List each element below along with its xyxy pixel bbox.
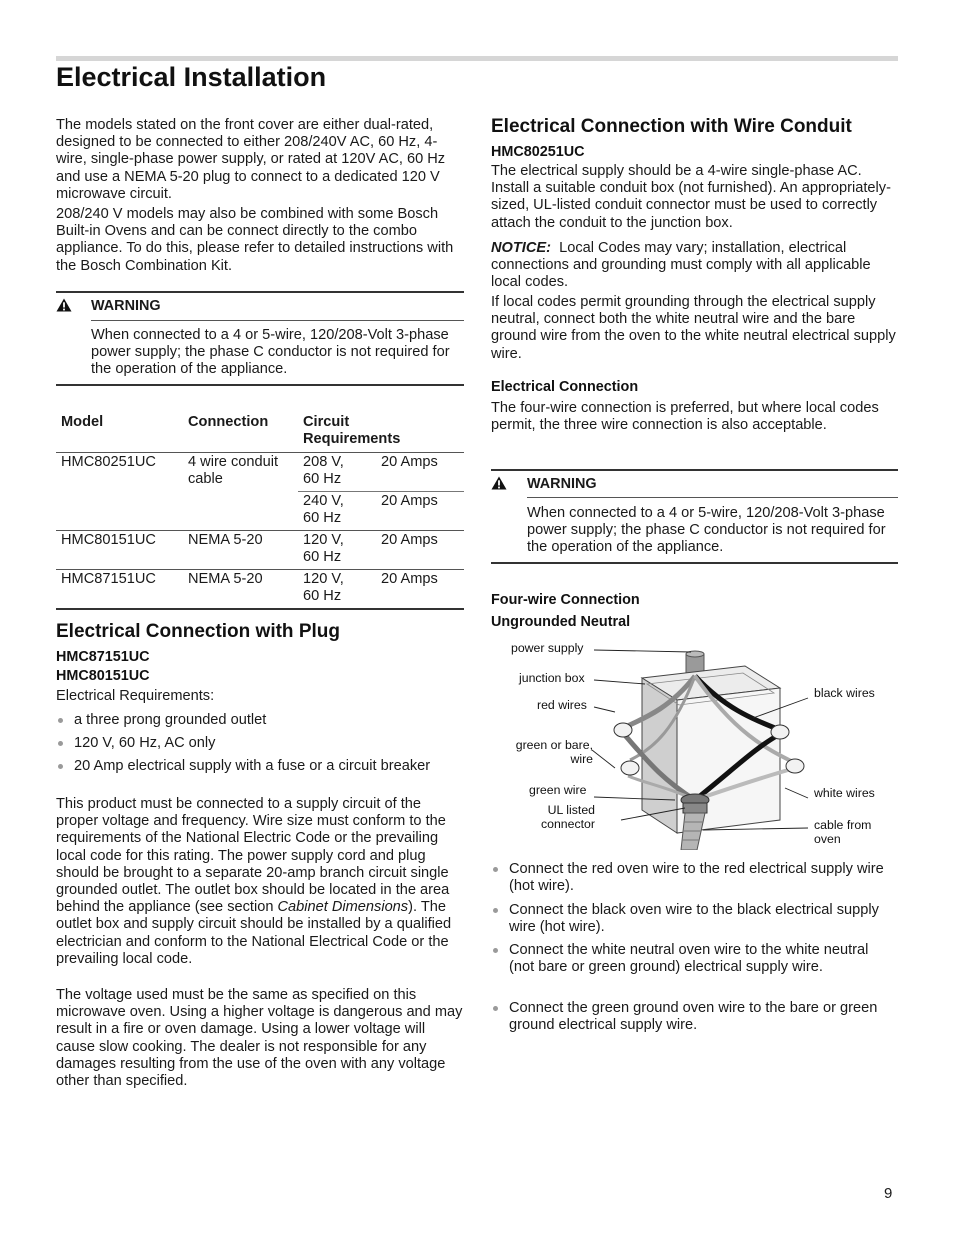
table-header-circuit: Circuit Requirements	[303, 414, 401, 448]
table-header-rule	[56, 452, 464, 453]
requirement-item: 120 V, 60 Hz, AC only	[74, 735, 216, 751]
body-paragraph-1-part-b: ). The outlet box and supply circuit should be installed by a qualified electrician and conform to the National Electrical Code or the prevailing local code.	[56, 899, 452, 967]
plug-model-2: HMC80151UC	[56, 668, 150, 684]
page-title: Electrical Installation	[56, 62, 327, 92]
label-power-supply: power supply	[511, 641, 584, 655]
conduit-heading: Electrical Connection with Wire Conduit	[491, 116, 852, 137]
warning-icon	[491, 476, 507, 490]
label-black-wires: black wires	[814, 686, 875, 700]
table-subrow-rule	[298, 491, 464, 492]
connection-step: Connect the red oven wire to the red electrical supply wire (hot wire).	[509, 861, 884, 895]
requirement-item: 20 Amp electrical supply with a fuse or a circuit breaker	[74, 758, 431, 774]
bullet-dot	[493, 948, 498, 953]
intro-paragraph-2: 208/240 V models may also be combined with some Bosch Built-in Ovens and can be connect directly to the combo appliance. To do this, please refer to detailed instructions with the Bosch Combination Kit.	[56, 206, 454, 274]
cell-model: HMC80151UC	[61, 532, 156, 548]
connection-step: Connect the white neutral oven wire to the white neutral (not bare or green ground) electrical supply wire.	[509, 942, 869, 976]
cell-voltage: 120 V, 60 Hz	[303, 571, 344, 605]
notice-label: NOTICE:	[491, 240, 551, 256]
warning-bottom-rule	[56, 384, 464, 386]
label-red-wires: red wires	[537, 698, 587, 712]
warning-bottom-rule	[491, 562, 898, 564]
cell-amps: 20 Amps	[381, 493, 438, 509]
label-white-wires: white wires	[814, 786, 875, 800]
bullet-dot	[493, 1006, 498, 1011]
intro-paragraph-1: The models stated on the front cover are either dual-rated, designed to be connected to either 208/240V AC, 60 Hz, 4-wire, single-phase power supply, or rated at 120V AC, 60 Hz and use a NEMA 5-20 plug to connect to a dedicated 120 V microwave circuit.	[56, 117, 446, 202]
bullet-dot	[58, 718, 63, 723]
bullet-dot	[58, 764, 63, 769]
warning-inner-rule	[91, 320, 464, 321]
table-bottom-rule	[56, 608, 464, 610]
label-ul-listed: UL listed connector	[540, 803, 595, 831]
requirement-item: a three prong grounded outlet	[74, 712, 267, 728]
notice-text: Local Codes may vary; installation, electrical connections and grounding must comply with all applicable local codes.	[491, 240, 871, 291]
cell-amps: 20 Amps	[381, 532, 438, 548]
electrical-connection-text: The four-wire connection is preferred, but where local codes permit, the three wire connection is also acceptable.	[491, 400, 879, 434]
label-green-wire: green wire	[529, 783, 587, 797]
conduit-paragraph-2: If local codes permit grounding through the electrical supply neutral, connect both the white neutral wire and the bare ground wire from the oven to the white neutral electrical supply wire.	[491, 294, 896, 362]
four-wire-heading: Four-wire Connection	[491, 592, 640, 608]
conduit-paragraph-1: The electrical supply should be a 4-wire single-phase AC. Install a suitable conduit box (not furnished). An appropriately-sized, UL-listed conduit connector must be used to correctly attach the conduit to the junction box.	[491, 163, 891, 231]
cell-model: HMC80251UC	[61, 454, 156, 470]
cell-voltage: 208 V, 60 Hz	[303, 454, 344, 488]
warning-heading: WARNING	[527, 476, 597, 492]
cell-voltage: 120 V, 60 Hz	[303, 532, 344, 566]
warning-inner-rule	[527, 497, 898, 498]
body-paragraph-1	[56, 796, 464, 968]
label-cable-from-oven: cable from oven	[814, 818, 872, 846]
warning-icon	[56, 298, 72, 312]
table-row-rule	[56, 530, 464, 531]
cell-connection: NEMA 5-20	[188, 532, 263, 548]
cell-amps: 20 Amps	[381, 571, 438, 587]
page-number: 9	[884, 1185, 893, 1202]
table-header-connection: Connection	[188, 414, 269, 430]
label-green-or-bare: green or bare, wire	[515, 738, 593, 766]
plug-heading: Electrical Connection with Plug	[56, 621, 340, 642]
body-paragraph-1-part-a: This product must be connected to a supply circuit of the proper voltage and frequency. Wire size must conform to the requirements of the National Electric Code or the prevailing local code for this rating. The power supply cord and plug should be brought to a separate 20-amp branch circuit single grounded outlet. The outlet box should be located in the area behind the appliance (see section	[56, 796, 450, 916]
top-rule	[56, 56, 898, 61]
conduit-model: HMC80251UC	[491, 144, 585, 160]
cell-amps: 20 Amps	[381, 454, 438, 470]
cell-voltage: 240 V, 60 Hz	[303, 493, 344, 527]
bullet-dot	[58, 741, 63, 746]
warning-top-rule	[491, 469, 898, 471]
body-paragraph-2: The voltage used must be the same as specified on this microwave oven. Using a higher voltage is dangerous and may result in a fire or oven damage. Using a lower voltage will cause slow cooking. The dealer is not responsible for any damages resulting from the use of the oven with any voltage other than specified.	[56, 987, 463, 1090]
notice-paragraph	[491, 240, 896, 292]
warning-top-rule	[56, 291, 464, 293]
cell-connection: 4 wire conduit cable	[188, 454, 279, 488]
warning-text: When connected to a 4 or 5-wire, 120/208-Volt 3-phase power supply; the phase C conductor is not required for the operation of the appliance.	[527, 505, 886, 556]
requirements-label: Electrical Requirements:	[56, 688, 215, 704]
warning-heading: WARNING	[91, 298, 161, 314]
label-junction-box: junction box	[519, 671, 585, 685]
connection-step: Connect the green ground oven wire to the bare or green ground electrical supply wire.	[509, 1000, 878, 1034]
warning-text: When connected to a 4 or 5-wire, 120/208-Volt 3-phase power supply; the phase C conductor is not required for the operation of the appliance.	[91, 327, 450, 378]
bullet-dot	[493, 867, 498, 872]
bullet-dot	[493, 908, 498, 913]
cell-connection: NEMA 5-20	[188, 571, 263, 587]
table-row-rule	[56, 569, 464, 570]
connection-step: Connect the black oven wire to the black electrical supply wire (hot wire).	[509, 902, 879, 936]
ungrounded-neutral-heading: Ungrounded Neutral	[491, 614, 631, 630]
electrical-connection-heading: Electrical Connection	[491, 379, 639, 395]
plug-model-1: HMC87151UC	[56, 649, 150, 665]
cabinet-dimensions-ref: Cabinet Dimensions	[277, 899, 409, 916]
table-header-model: Model	[61, 414, 104, 430]
cell-model: HMC87151UC	[61, 571, 156, 587]
